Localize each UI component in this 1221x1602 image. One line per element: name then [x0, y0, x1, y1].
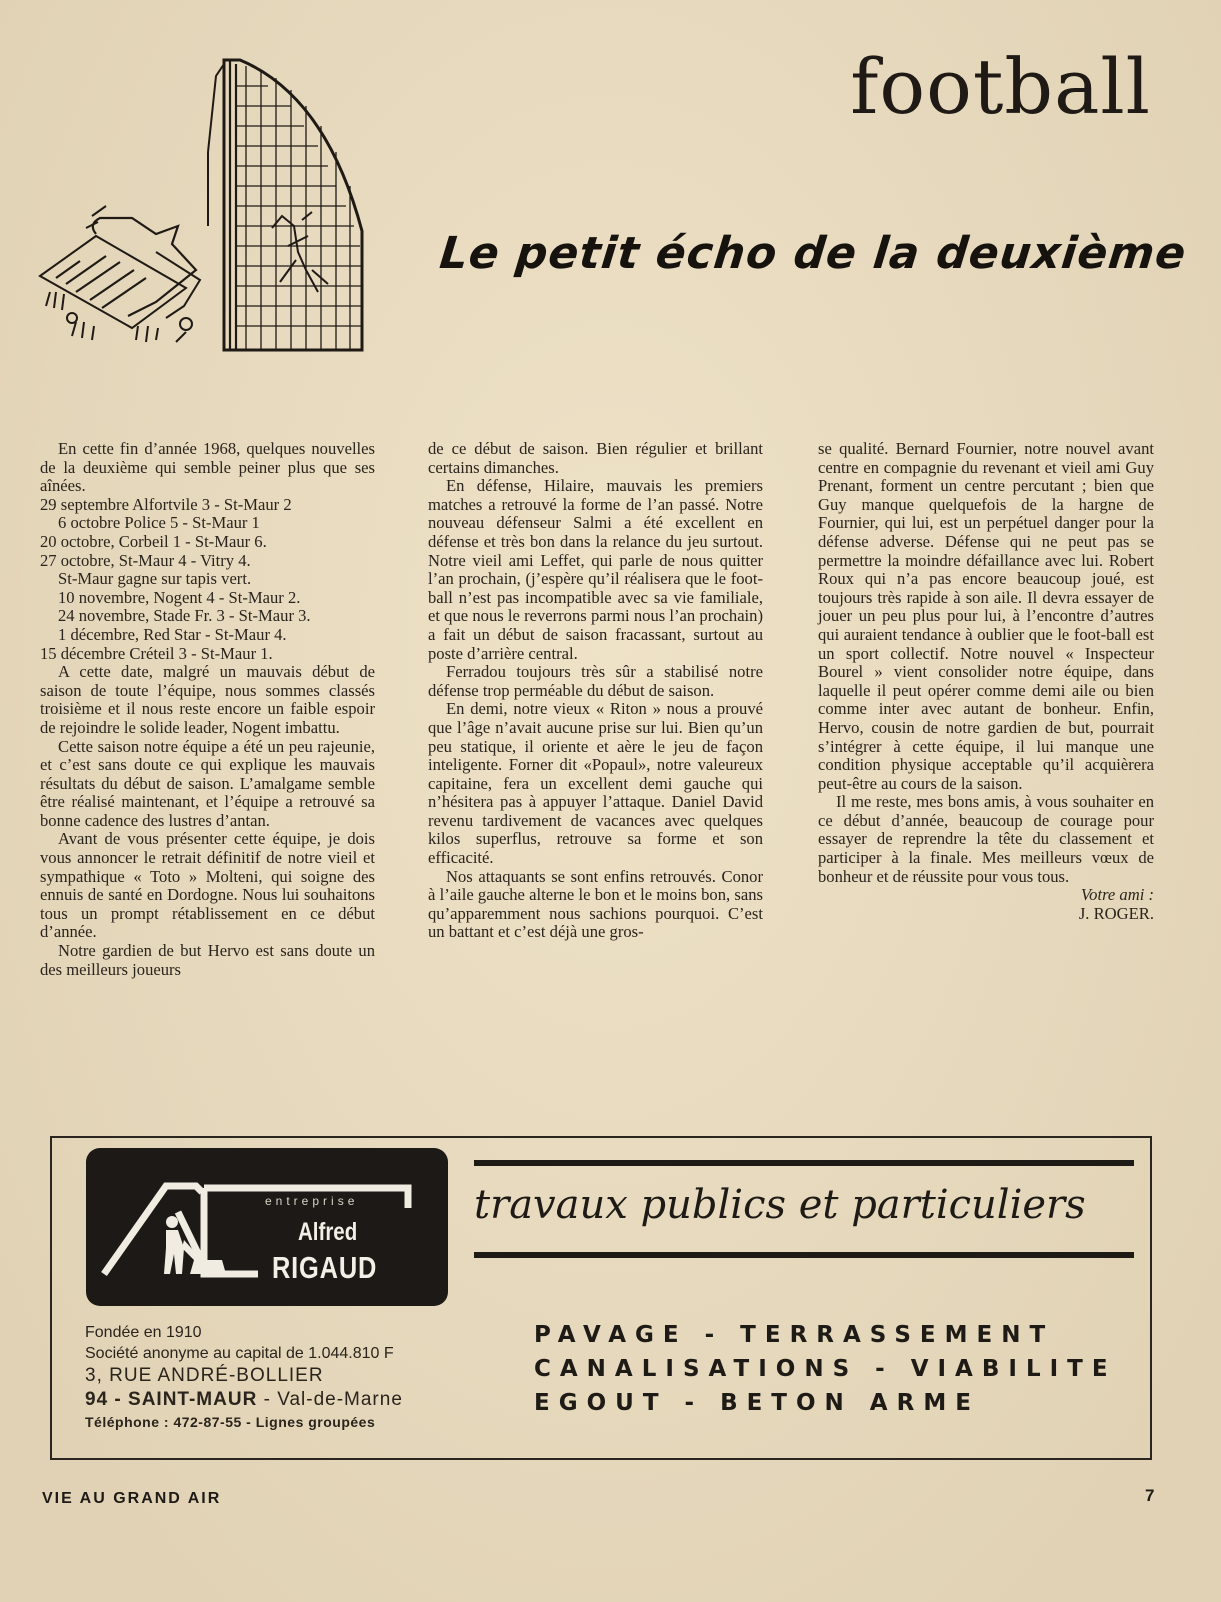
result-line: 15 décembre Créteil 3 - St-Maur 1. [40, 643, 273, 663]
article-column-2 [428, 440, 763, 942]
phone-line: Téléphone : 472-87-55 - Lignes groupées [85, 1414, 376, 1430]
section-title: football [850, 42, 1151, 131]
page-number: 7 [1145, 1486, 1155, 1505]
article-column-1 [40, 440, 375, 979]
phone-number: 472-87-55 [173, 1414, 242, 1430]
result-line: 10 novembre, Nogent 4 - St-Maur 2. [58, 587, 301, 607]
street-address: 3, RUE ANDRÉ-BOLLIER [85, 1365, 324, 1386]
result-line: 29 septembre Alfortvile 3 - St-Maur 2 [40, 494, 292, 514]
magazine-name: VIE AU GRAND AIR [42, 1490, 222, 1507]
article-title: Le petit écho de la deuxième [437, 228, 1189, 279]
divider [474, 1252, 1134, 1258]
signoff: Votre ami : [1080, 885, 1154, 905]
advert-tagline: travaux publics et particuliers [474, 1182, 1086, 1228]
city-line: 94 - SAINT-MAUR - Val-de-Marne [85, 1389, 403, 1410]
company-details [85, 1322, 403, 1432]
result-line: 1 décembre, Red Star - St-Maur 4. [58, 624, 287, 644]
paragraph: A cette date, malgré un mauvais début de saison de toute l’équipe, nous sommes classés troisième et il nous reste encore un faible espoir de rejoindre le solide leader, Nogent imbattu. [40, 662, 375, 737]
result-line: 20 octobre, Corbeil 1 - St-Maur 6. [40, 531, 267, 551]
services-list [534, 1318, 1117, 1420]
service-line: PAVAGE - TERRASSEMENT [534, 1322, 1055, 1348]
paragraph: En cette fin d’année 1968, quelques nouvelles de la deuxième qui semble peiner plus que ses aînées. [40, 439, 375, 496]
result-line: 24 novembre, Stade Fr. 3 - St-Maur 3. [58, 606, 311, 626]
logo-name-last: RIGAUD [272, 1250, 378, 1285]
paragraph: Cette saison notre équipe a été un peu rajeunie, et c’est sans doute ce qui explique les mauvais résultats du début de saison. L’amalgame semble être réalisé maintenant, et l’équipe a retrouvé sa bonne cadence des lustres d’antan. [40, 736, 375, 830]
article-column-3 [818, 440, 1154, 923]
result-line: 27 octobre, St-Maur 4 - Vitry 4. [40, 550, 251, 570]
goal-net-and-reader-icon [36, 56, 376, 366]
paragraph: En demi, notre vieux « Riton » nous a prouvé que l’âge n’avait aucune prise sur lui. Bien qu’un peu statique, il oriente et aère le jeu de façon inteligente. Forner dit «Popaul», notre valeureux capitaine, fera un excellent demi gauche qui n’hésitera pas à appuyer l’attaque. Daniel David revenu tardivement de vacances avec quelques kilos superflus, retrouve sa forme et son efficacité. [428, 699, 763, 868]
capital: Société anonyme au capital de 1.044.810 F [85, 1345, 394, 1362]
paragraph: Il me reste, mes bons amis, à vous souhaiter en ce début d’année, beaucoup de courage pour essayer de reprendre la tête du classement et participer à la finale. Mes meilleurs vœux de bonheur et de réussite pour vous tous. [818, 792, 1154, 886]
service-line: CANALISATIONS - VIABILITE [534, 1356, 1117, 1382]
paragraph: Ferradou toujours très sûr a stabilisé notre défense trop perméable du début de saison. [428, 662, 763, 700]
paragraph: se qualité. Bernard Fournier, notre nouvel avant centre en compagnie du revenant et vieil ami Guy Prenant, forment un centre percutant ; bien que Guy manque quelquefois de la hargne de Fournier, qui lui, est un perpétuel danger pour la défense adverse. Défense qui ne peut pas se permettre la moindre défaillance avec lui. Robert Roux qui n’a pas encore beaucoup joué, est toujours très rapide à son aile. Il devra essayer de jouer un peu plus pour lui, à l’encontre d’autres qui auraient tendance à oublier que le foot-ball est un sport collectif. Notre nouvel « Inspecteur Bourel » vient consolider notre équipe, dans laquelle il peut opérer comme demi aile ou bien comme inter avec autant de bonheur. Enfin, Hervo, cousin de notre gardien de but, pourrait s’intégrer à cette équipe, il lui manque une condition physique acceptable qu’il acquièrera peut-être au cours de la saison. [818, 439, 1154, 793]
logo-entreprise: entreprise [265, 1194, 359, 1208]
founded: Fondée en 1910 [85, 1324, 202, 1341]
author: J. ROGER. [1078, 903, 1154, 923]
paragraph: Nos attaquants se sont enfins retrouvés. Conor à l’aile gauche alterne le bon et le moins bon, sans qu’apparemment nous sachions pourquoi. C’est un battant et c’est déjà une gros- [428, 866, 763, 942]
paragraph: Avant de vous présenter cette équipe, je dois vous annoncer le retrait définitif de notre vieil et sympathique « Toto » Molteni, qui soigne des ennuis de santé en Dordogne. Nous lui souhaitons tous un prompt rétablissement en ce début d’année. [40, 829, 375, 942]
city-code: 94 [85, 1389, 109, 1410]
service-line: EGOUT - BETON ARME [534, 1390, 980, 1416]
logo-name-first: Alfred [298, 1218, 358, 1246]
paragraph: Notre gardien de but Hervo est sans doute un des meilleurs joueurs [40, 941, 375, 979]
divider [474, 1160, 1134, 1166]
paragraph: de ce début de saison. Bien régulier et brillant certains dimanches. [428, 439, 763, 477]
city: SAINT-MAUR [128, 1389, 258, 1410]
phone-lines: Lignes groupées [255, 1414, 376, 1430]
logo-mark-icon [86, 1148, 448, 1306]
result-line: St-Maur gagne sur tapis vert. [58, 569, 252, 589]
result-line: 6 octobre Police 5 - St-Maur 1 [58, 513, 260, 533]
company-logo [86, 1148, 448, 1306]
phone-label: Téléphone : [85, 1414, 170, 1430]
paragraph: En défense, Hilaire, mauvais les premiers matches a retrouvé la forme de l’an passé. Notre nouveau défenseur Salmi a été excellent en défense et très bon dans la relance du jeu surtout. Notre vieil ami Leffet, qui parle de nous quitter l’an prochain, (j’espère qu’il réalisera que le foot-ball n’est pas incompatible avec sa vie familiale, et que nous le reverrons parmi nous l’an prochain) a fait un début de saison fracassant, surtout au poste d’arrière central. [428, 476, 763, 663]
region: Val-de-Marne [277, 1389, 403, 1410]
